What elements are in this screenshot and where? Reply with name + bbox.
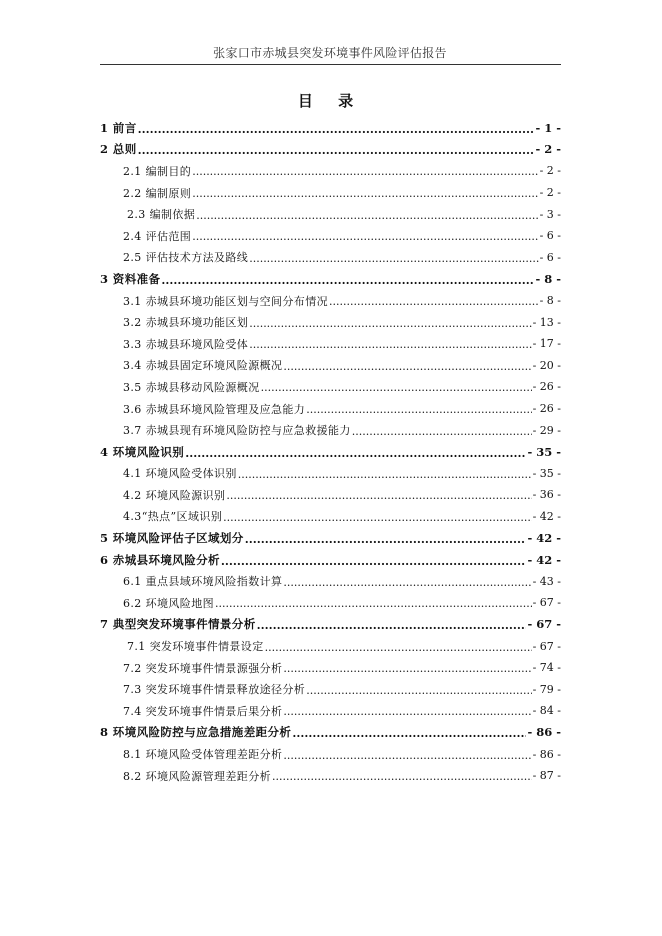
toc-entry-page: - 42 -: [527, 552, 561, 567]
toc-entry-label: 6.2 环境风险地图: [123, 596, 214, 610]
toc-dot-leader: [329, 295, 539, 308]
toc-entry-page: - 2 -: [535, 142, 561, 157]
toc-entry-label: 3.1 赤城县环境功能区划与空间分布情况: [123, 294, 328, 308]
toc-section-entry[interactable]: [100, 247, 561, 269]
toc-dot-leader: [306, 403, 531, 416]
toc-entry-label: 3.5 赤城县移动风险源概况: [123, 380, 260, 394]
toc-section-entry[interactable]: [100, 657, 561, 679]
toc-entry-label: 7.4 突发环境事件情景后果分析: [123, 704, 283, 718]
toc-dot-leader: [223, 511, 531, 524]
toc-section-entry[interactable]: [100, 398, 561, 420]
toc-dot-leader: [249, 317, 531, 330]
toc-entry-label: 7.3 突发环境事件情景释放途径分析: [123, 683, 306, 697]
toc-dot-leader: [138, 143, 535, 157]
toc-entry-page: - 42 -: [527, 531, 561, 546]
toc-section-entry[interactable]: [100, 182, 561, 204]
toc-dot-leader: [238, 468, 532, 481]
toc-entry-page: - 67 -: [532, 639, 561, 653]
toc-entry-label: 3.2 赤城县环境功能区划: [123, 316, 249, 330]
toc-dot-leader: [272, 770, 532, 783]
toc-entry-label: 6 赤城县环境风险分析: [100, 552, 220, 567]
toc-entry-page: - 67 -: [527, 617, 561, 632]
toc-chapter-entry[interactable]: [100, 614, 561, 636]
toc-section-entry[interactable]: [100, 700, 561, 722]
toc-dot-leader: [245, 532, 527, 546]
toc-entry-label: 7.1 突发环境事件情景设定: [127, 640, 264, 654]
toc-entry-label: 4.2 环境风险源识别: [123, 488, 226, 502]
toc-section-entry[interactable]: [100, 290, 561, 312]
toc-entry-page: - 20 -: [532, 358, 561, 372]
toc-dot-leader: [265, 641, 532, 654]
toc-dot-leader: [283, 705, 531, 718]
toc-chapter-entry[interactable]: [100, 117, 561, 139]
toc-chapter-entry[interactable]: [100, 268, 561, 290]
toc-entry-label: 6.1 重点县域环境风险指数计算: [123, 575, 283, 589]
toc-section-entry[interactable]: [100, 570, 561, 592]
toc-dot-leader: [192, 165, 538, 178]
toc-entry-label: 4.3“热点”区域识别: [123, 510, 223, 524]
toc-entry-page: - 6 -: [539, 250, 561, 264]
toc-entry-page: - 8 -: [539, 294, 561, 308]
toc-dot-leader: [215, 597, 532, 610]
toc-entry-page: - 26 -: [532, 402, 561, 416]
toc-dot-leader: [283, 749, 531, 762]
toc-entry-label: 1 前言: [100, 120, 137, 135]
toc-dot-leader: [257, 618, 527, 632]
toc-entry-page: - 43 -: [532, 574, 561, 588]
toc-entry-label: 4.1 环境风险受体识别: [123, 467, 237, 481]
toc-entry-page: - 3 -: [539, 207, 561, 221]
toc-entry-page: - 29 -: [532, 423, 561, 437]
toc-entry-page: - 35 -: [527, 444, 561, 459]
header-divider: [100, 64, 561, 65]
toc-chapter-entry[interactable]: [100, 441, 561, 463]
toc-dot-leader: [261, 381, 532, 394]
toc-entry-label: 8.2 环境风险源管理差距分析: [123, 769, 271, 783]
toc-section-entry[interactable]: [100, 311, 561, 333]
toc-entry-page: - 42 -: [532, 509, 561, 523]
toc-entry-label: 3.6 赤城县环境风险管理及应急能力: [123, 402, 306, 416]
toc-entry-page: - 87 -: [532, 769, 561, 783]
toc-dot-leader: [221, 554, 527, 568]
toc-dot-leader: [283, 662, 531, 675]
toc-entry-page: - 17 -: [532, 337, 561, 351]
toc-entry-page: - 86 -: [532, 747, 561, 761]
toc-entry-page: - 13 -: [532, 315, 561, 329]
toc-entry-page: - 35 -: [532, 466, 561, 480]
toc-chapter-entry[interactable]: [100, 139, 561, 161]
toc-entry-page: - 2 -: [539, 164, 561, 178]
toc-entry-page: - 8 -: [535, 271, 561, 286]
toc-entry-label: 2.5 评估技术方法及路线: [123, 251, 249, 265]
toc-entry-label: 7 典型突发环境事件情景分析: [100, 617, 256, 632]
toc-section-entry[interactable]: [100, 355, 561, 377]
toc-entry-label: 3.4 赤城县固定环境风险源概况: [123, 359, 283, 373]
toc-section-entry[interactable]: [100, 743, 561, 765]
toc-entry-label: 2 总则: [100, 142, 137, 157]
toc-entry-page: - 74 -: [532, 661, 561, 675]
toc-dot-leader: [283, 576, 531, 589]
toc-section-entry[interactable]: [100, 506, 561, 528]
toc-section-entry[interactable]: [100, 333, 561, 355]
toc-entry-page: - 67 -: [532, 596, 561, 610]
toc-section-entry[interactable]: [100, 678, 561, 700]
toc-entry-page: - 36 -: [532, 488, 561, 502]
toc-dot-leader: [192, 187, 538, 200]
toc-entry-label: 2.1 编制目的: [123, 164, 192, 178]
toc-section-entry[interactable]: [100, 203, 561, 225]
toc-dot-leader: [306, 684, 531, 697]
table-of-contents: [100, 117, 561, 786]
toc-entry-label: 7.2 突发环境事件情景源强分析: [123, 661, 283, 675]
toc-section-entry[interactable]: [100, 419, 561, 441]
toc-entry-label: 2.4 评估范围: [123, 229, 192, 243]
toc-dot-leader: [292, 726, 526, 740]
toc-entry-page: - 2 -: [539, 186, 561, 200]
toc-dot-leader: [352, 425, 532, 438]
toc-section-entry[interactable]: [100, 592, 561, 614]
toc-dot-leader: [161, 273, 534, 287]
toc-entry-label: 3.7 赤城县现有环境风险防控与应急救援能力: [123, 424, 351, 438]
toc-section-entry[interactable]: [100, 463, 561, 485]
toc-entry-page: - 86 -: [527, 725, 561, 740]
toc-section-entry[interactable]: [100, 765, 561, 787]
toc-section-entry[interactable]: [100, 484, 561, 506]
toc-entry-label: 4 环境风险识别: [100, 444, 185, 459]
page-header: 张家口市赤城县突发环境事件风险评估报告: [213, 46, 447, 60]
toc-dot-leader: [138, 122, 535, 136]
toc-entry-page: - 84 -: [532, 704, 561, 718]
toc-dot-leader: [185, 446, 526, 460]
toc-entry-page: - 1 -: [535, 120, 561, 135]
toc-entry-label: 5 环境风险评估子区域划分: [100, 531, 244, 546]
toc-section-entry[interactable]: [100, 635, 561, 657]
toc-dot-leader: [192, 230, 538, 243]
toc-chapter-entry[interactable]: [100, 527, 561, 549]
toc-entry-label: 8 环境风险防控与应急措施差距分析: [100, 725, 292, 740]
toc-dot-leader: [283, 360, 531, 373]
toc-section-entry[interactable]: [100, 160, 561, 182]
toc-entry-page: - 79 -: [532, 682, 561, 696]
toc-dot-leader: [249, 338, 531, 351]
toc-dot-leader: [249, 252, 538, 265]
toc-entry-label: 3.3 赤城县环境风险受体: [123, 337, 249, 351]
toc-title: 目 录: [297, 92, 364, 110]
toc-entry-page: - 26 -: [532, 380, 561, 394]
toc-entry-label: 2.3 编制依据: [127, 208, 196, 222]
toc-dot-leader: [226, 489, 531, 502]
toc-section-entry[interactable]: [100, 376, 561, 398]
toc-entry-label: 3 资料准备: [100, 271, 161, 286]
toc-entry-label: 8.1 环境风险受体管理差距分析: [123, 748, 283, 762]
toc-section-entry[interactable]: [100, 225, 561, 247]
toc-dot-leader: [196, 209, 538, 222]
toc-entry-label: 2.2 编制原则: [123, 186, 192, 200]
toc-entry-page: - 6 -: [539, 229, 561, 243]
toc-chapter-entry[interactable]: [100, 722, 561, 744]
toc-chapter-entry[interactable]: [100, 549, 561, 571]
